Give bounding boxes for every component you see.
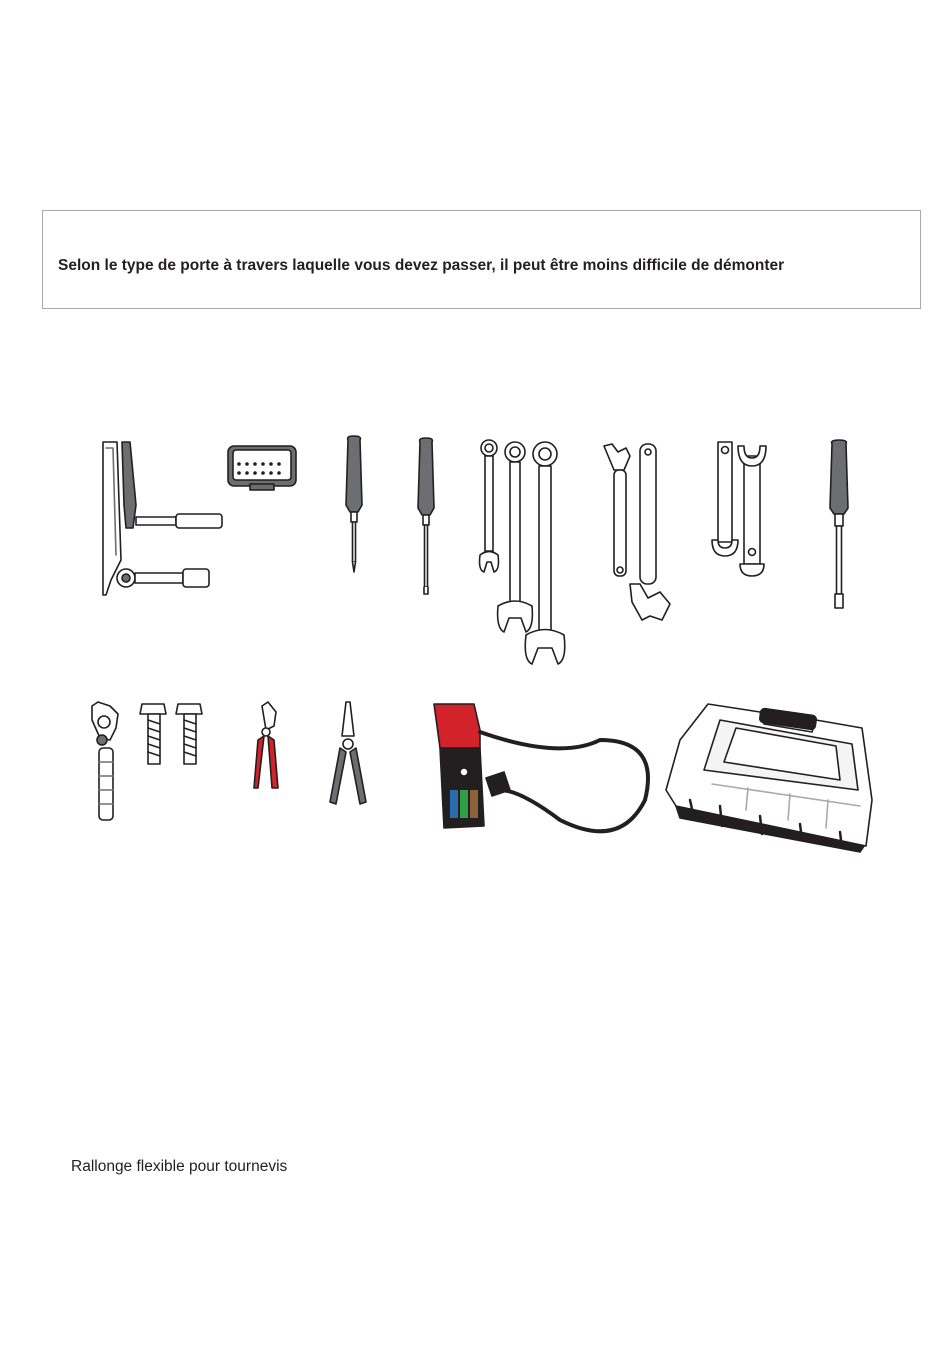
mini-ratchet-icon (92, 702, 118, 820)
caption: Rallonge flexible pour tournevis (71, 1158, 288, 1175)
flexible-extension-screwdriver-icon (830, 440, 848, 608)
pin-spanners-icon (712, 442, 766, 576)
combination-wrenches-icon (480, 440, 565, 664)
bit-set-icon (228, 446, 296, 490)
ratchet-socket-wrench-icon (103, 442, 222, 595)
side-cutters-icon (254, 702, 278, 788)
organizer-box-icon (666, 704, 872, 852)
tools-illustration (0, 420, 950, 870)
power-adapter-cable-icon (434, 704, 648, 831)
flat-screwdriver-icon (418, 438, 434, 594)
needle-nose-pliers-icon (330, 702, 366, 804)
phillips-screwdriver-icon (346, 436, 362, 572)
bolts-icon (140, 704, 202, 764)
adjustable-wrenches-icon (604, 444, 670, 620)
note-box (42, 210, 921, 309)
note-text: Selon le type de porte à travers laquelle vous devez passer, il peut être moins difficile de démonter (58, 257, 785, 274)
